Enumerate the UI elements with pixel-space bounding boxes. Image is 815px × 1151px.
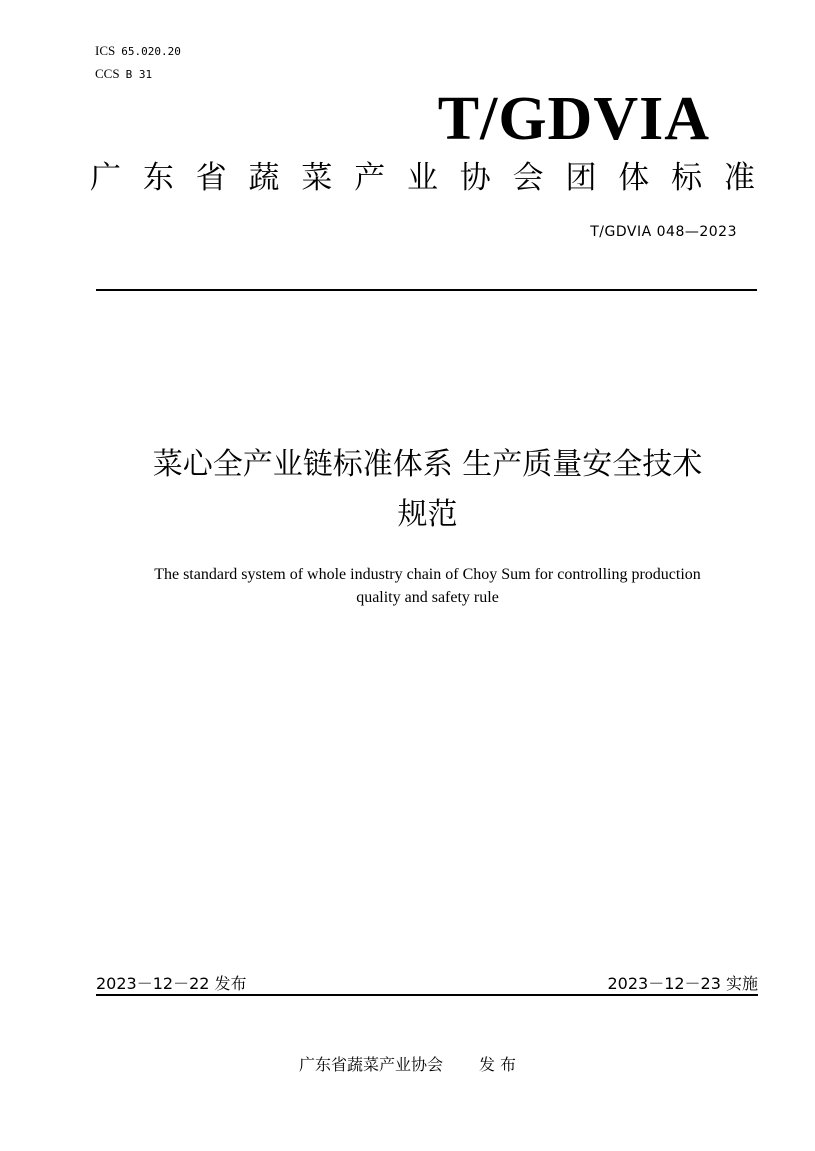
org-title-char: 会 bbox=[512, 160, 544, 196]
issuer-name: 广东省蔬菜产业协会 bbox=[298, 1055, 443, 1074]
chinese-title-line1: 菜心全产业链标准体系 生产质量安全技术 bbox=[152, 447, 703, 482]
issuer-action: 发 布 bbox=[478, 1055, 517, 1074]
organization-title bbox=[90, 156, 755, 200]
org-title-char: 团 bbox=[565, 160, 597, 196]
english-title bbox=[90, 563, 765, 609]
issuer-line bbox=[0, 1052, 815, 1075]
ics-row bbox=[95, 40, 181, 63]
english-title-line1: The standard system of whole industry chain of Choy Sum for controlling production bbox=[154, 566, 701, 583]
standard-number: T/GDVIA 048—2023 bbox=[590, 224, 737, 240]
classification-codes bbox=[95, 40, 181, 86]
chinese-title bbox=[90, 440, 765, 540]
org-title-char: 广 bbox=[90, 160, 121, 196]
issue-date: 2023－12－22 发布 bbox=[96, 974, 247, 993]
ics-label: ICS bbox=[95, 43, 116, 58]
chinese-title-line2: 规范 bbox=[397, 497, 458, 532]
bottom-divider bbox=[96, 994, 758, 996]
org-title-char: 业 bbox=[406, 160, 438, 196]
ccs-row bbox=[95, 63, 181, 86]
ccs-value: B 31 bbox=[125, 68, 153, 81]
top-divider bbox=[96, 289, 757, 291]
org-title-char: 协 bbox=[459, 160, 491, 196]
standard-logo: T/GDVIA bbox=[437, 85, 710, 153]
org-title-char: 标 bbox=[671, 160, 703, 196]
org-title-char: 菜 bbox=[301, 160, 333, 196]
org-title-char: 蔬 bbox=[248, 160, 280, 196]
org-title-char: 省 bbox=[195, 160, 227, 196]
implement-date: 2023－12－23 实施 bbox=[607, 974, 758, 993]
org-title-char: 产 bbox=[354, 160, 386, 196]
org-title-char: 准 bbox=[723, 160, 755, 196]
english-title-line2: quality and safety rule bbox=[356, 589, 499, 606]
org-title-char: 体 bbox=[618, 160, 650, 196]
ccs-label: CCS bbox=[95, 66, 120, 81]
ics-value: 65.020.20 bbox=[121, 45, 181, 58]
org-title-char: 东 bbox=[142, 160, 174, 196]
